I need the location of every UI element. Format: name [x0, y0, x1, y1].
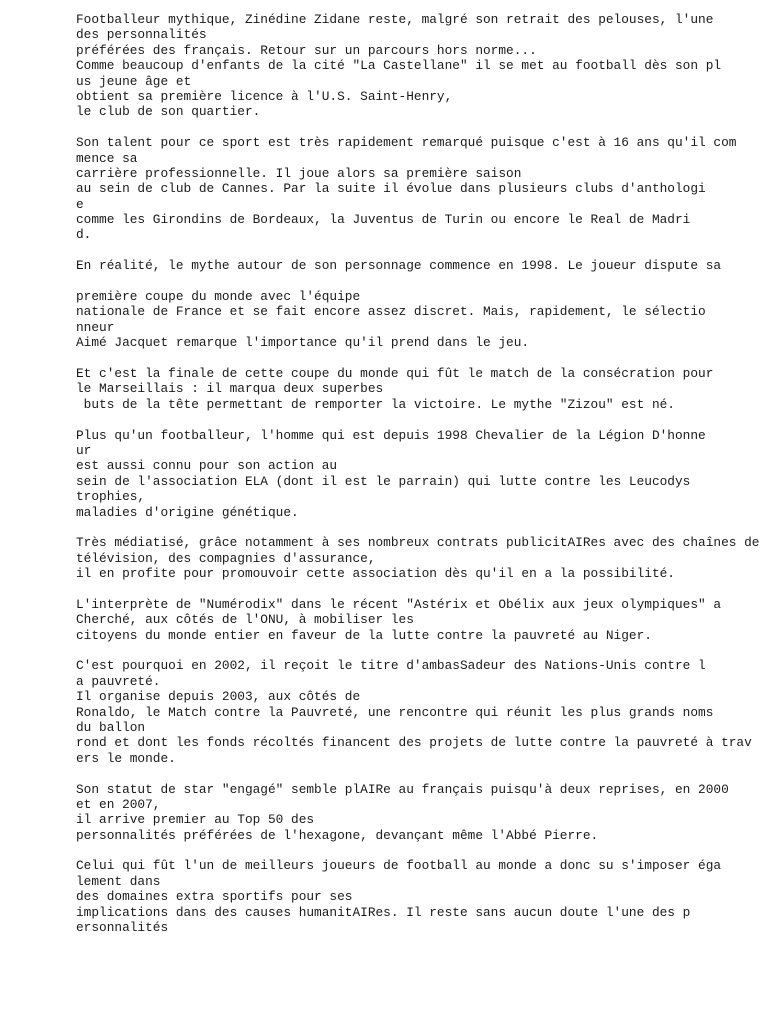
text-line: Son talent pour ce sport est très rapidement remarqué puisque c'est à 16 ans qu'il com: [76, 135, 737, 151]
text-line: En réalité, le mythe autour de son personnage commence en 1998. Le joueur dispute sa: [76, 258, 722, 274]
paragraph: [76, 858, 756, 935]
text-line: Plus qu'un footballeur, l'homme qui est depuis 1998 Chevalier de la Légion D'honne: [76, 427, 706, 443]
text-line: implications dans des causes humanitAIRes. Il reste sans aucun doute l'une des p: [76, 904, 691, 920]
text-line: C'est pourquoi en 2002, il reçoit le titre d'ambasSadeur des Nations-Unis contre l: [76, 658, 706, 674]
text-line: Très médiatisé, grâce notamment à ses nombreux contrats publicitAIRes avec des chaînes de: [76, 535, 760, 551]
text-line: rond et dont les fonds récoltés financent des projets de lutte contre la pauvreté à trav: [76, 735, 752, 751]
text-line: est aussi connu pour son action au: [76, 458, 338, 474]
paragraph: [76, 12, 756, 120]
text-line: trophies,: [76, 489, 146, 505]
text-line: ur: [76, 442, 92, 458]
text-line: des personnalités: [76, 27, 207, 43]
text-line: au sein de club de Cannes. Par la suite il évolue dans plusieurs clubs d'anthologi: [76, 181, 706, 197]
paragraph: [76, 258, 756, 350]
text-line: e: [76, 196, 84, 212]
text-line: Et c'est la finale de cette coupe du monde qui fût le match de la consécration pour: [76, 365, 714, 381]
text-line: mence sa: [76, 150, 138, 166]
text-line: buts de la tête permettant de remporter la victoire. Le mythe "Zizou" est né.: [76, 396, 675, 412]
text-line: télévision, des compagnies d'assurance,: [76, 550, 376, 566]
text-line: nneur: [76, 319, 115, 335]
text-line: comme les Girondins de Bordeaux, la Juventus de Turin ou encore le Real de Madri: [76, 212, 691, 228]
text-line: lement dans: [76, 873, 161, 889]
text-line: citoyens du monde entier en faveur de la lutte contre la pauvreté au Niger.: [76, 627, 652, 643]
document-body: [76, 12, 760, 951]
text-line: du ballon: [76, 719, 146, 735]
text-line: des domaines extra sportifs pour ses: [76, 889, 353, 905]
paragraph: [76, 782, 756, 844]
text-line: sein de l'association ELA (dont il est le parrain) qui lutte contre les Leucodys: [76, 473, 691, 489]
paragraph: [76, 658, 756, 766]
text-line: a pauvreté.: [76, 673, 161, 689]
text-line: Comme beaucoup d'enfants de la cité "La Castellane" il se met au football dès son pl: [76, 58, 722, 74]
text-line: il en profite pour promouvoir cette association dès qu'il en a la possibilité.: [76, 566, 675, 582]
text-line: d.: [76, 227, 92, 243]
text-line: il arrive premier au Top 50 des: [76, 812, 315, 828]
text-line: personnalités préférées de l'hexagone, devançant même l'Abbé Pierre.: [76, 827, 599, 843]
text-line: carrière professionnelle. Il joue alors sa première saison: [76, 165, 522, 181]
text-line: [76, 274, 756, 289]
text-line: Son statut de star "engagé" semble plAIRe au français puisqu'à deux reprises, en 2000: [76, 781, 729, 797]
text-line: maladies d'origine génétique.: [76, 504, 299, 520]
text-line: obtient sa première licence à l'U.S. Saint-Henry,: [76, 88, 453, 104]
text-line: et en 2007,: [76, 796, 161, 812]
paragraph: [76, 535, 760, 582]
text-line: préférées des français. Retour sur un parcours hors norme...: [76, 42, 537, 58]
text-line: nationale de France et se fait encore assez discret. Mais, rapidement, le sélectio: [76, 304, 706, 320]
paragraph: [76, 366, 756, 412]
text-line: us jeune âge et: [76, 73, 192, 89]
text-line: Footballeur mythique, Zinédine Zidane reste, malgré son retrait des pelouses, l'une: [76, 12, 714, 27]
text-line: ersonnalités: [76, 920, 169, 936]
text-line: Cherché, aux côtés de l'ONU, à mobiliser les: [76, 612, 414, 628]
paragraph: [76, 135, 756, 243]
text-line: première coupe du monde avec l'équipe: [76, 289, 361, 305]
text-line: ers le monde.: [76, 750, 176, 766]
paragraph: [76, 428, 756, 520]
text-line: Celui qui fût l'un de meilleurs joueurs de football au monde a donc su s'imposer éga: [76, 858, 722, 874]
text-line: le Marseillais : il marqua deux superbes: [76, 381, 384, 397]
text-line: Aimé Jacquet remarque l'importance qu'il prend dans le jeu.: [76, 335, 530, 351]
text-line: le club de son quartier.: [76, 104, 261, 120]
text-line: L'interprète de "Numérodix" dans le récent "Astérix et Obélix aux jeux olympiques" a: [76, 596, 722, 612]
text-line: Ronaldo, le Match contre la Pauvreté, une rencontre qui réunit les plus grands noms: [76, 704, 714, 720]
paragraph: [76, 597, 756, 643]
text-line: Il organise depuis 2003, aux côtés de: [76, 689, 361, 705]
